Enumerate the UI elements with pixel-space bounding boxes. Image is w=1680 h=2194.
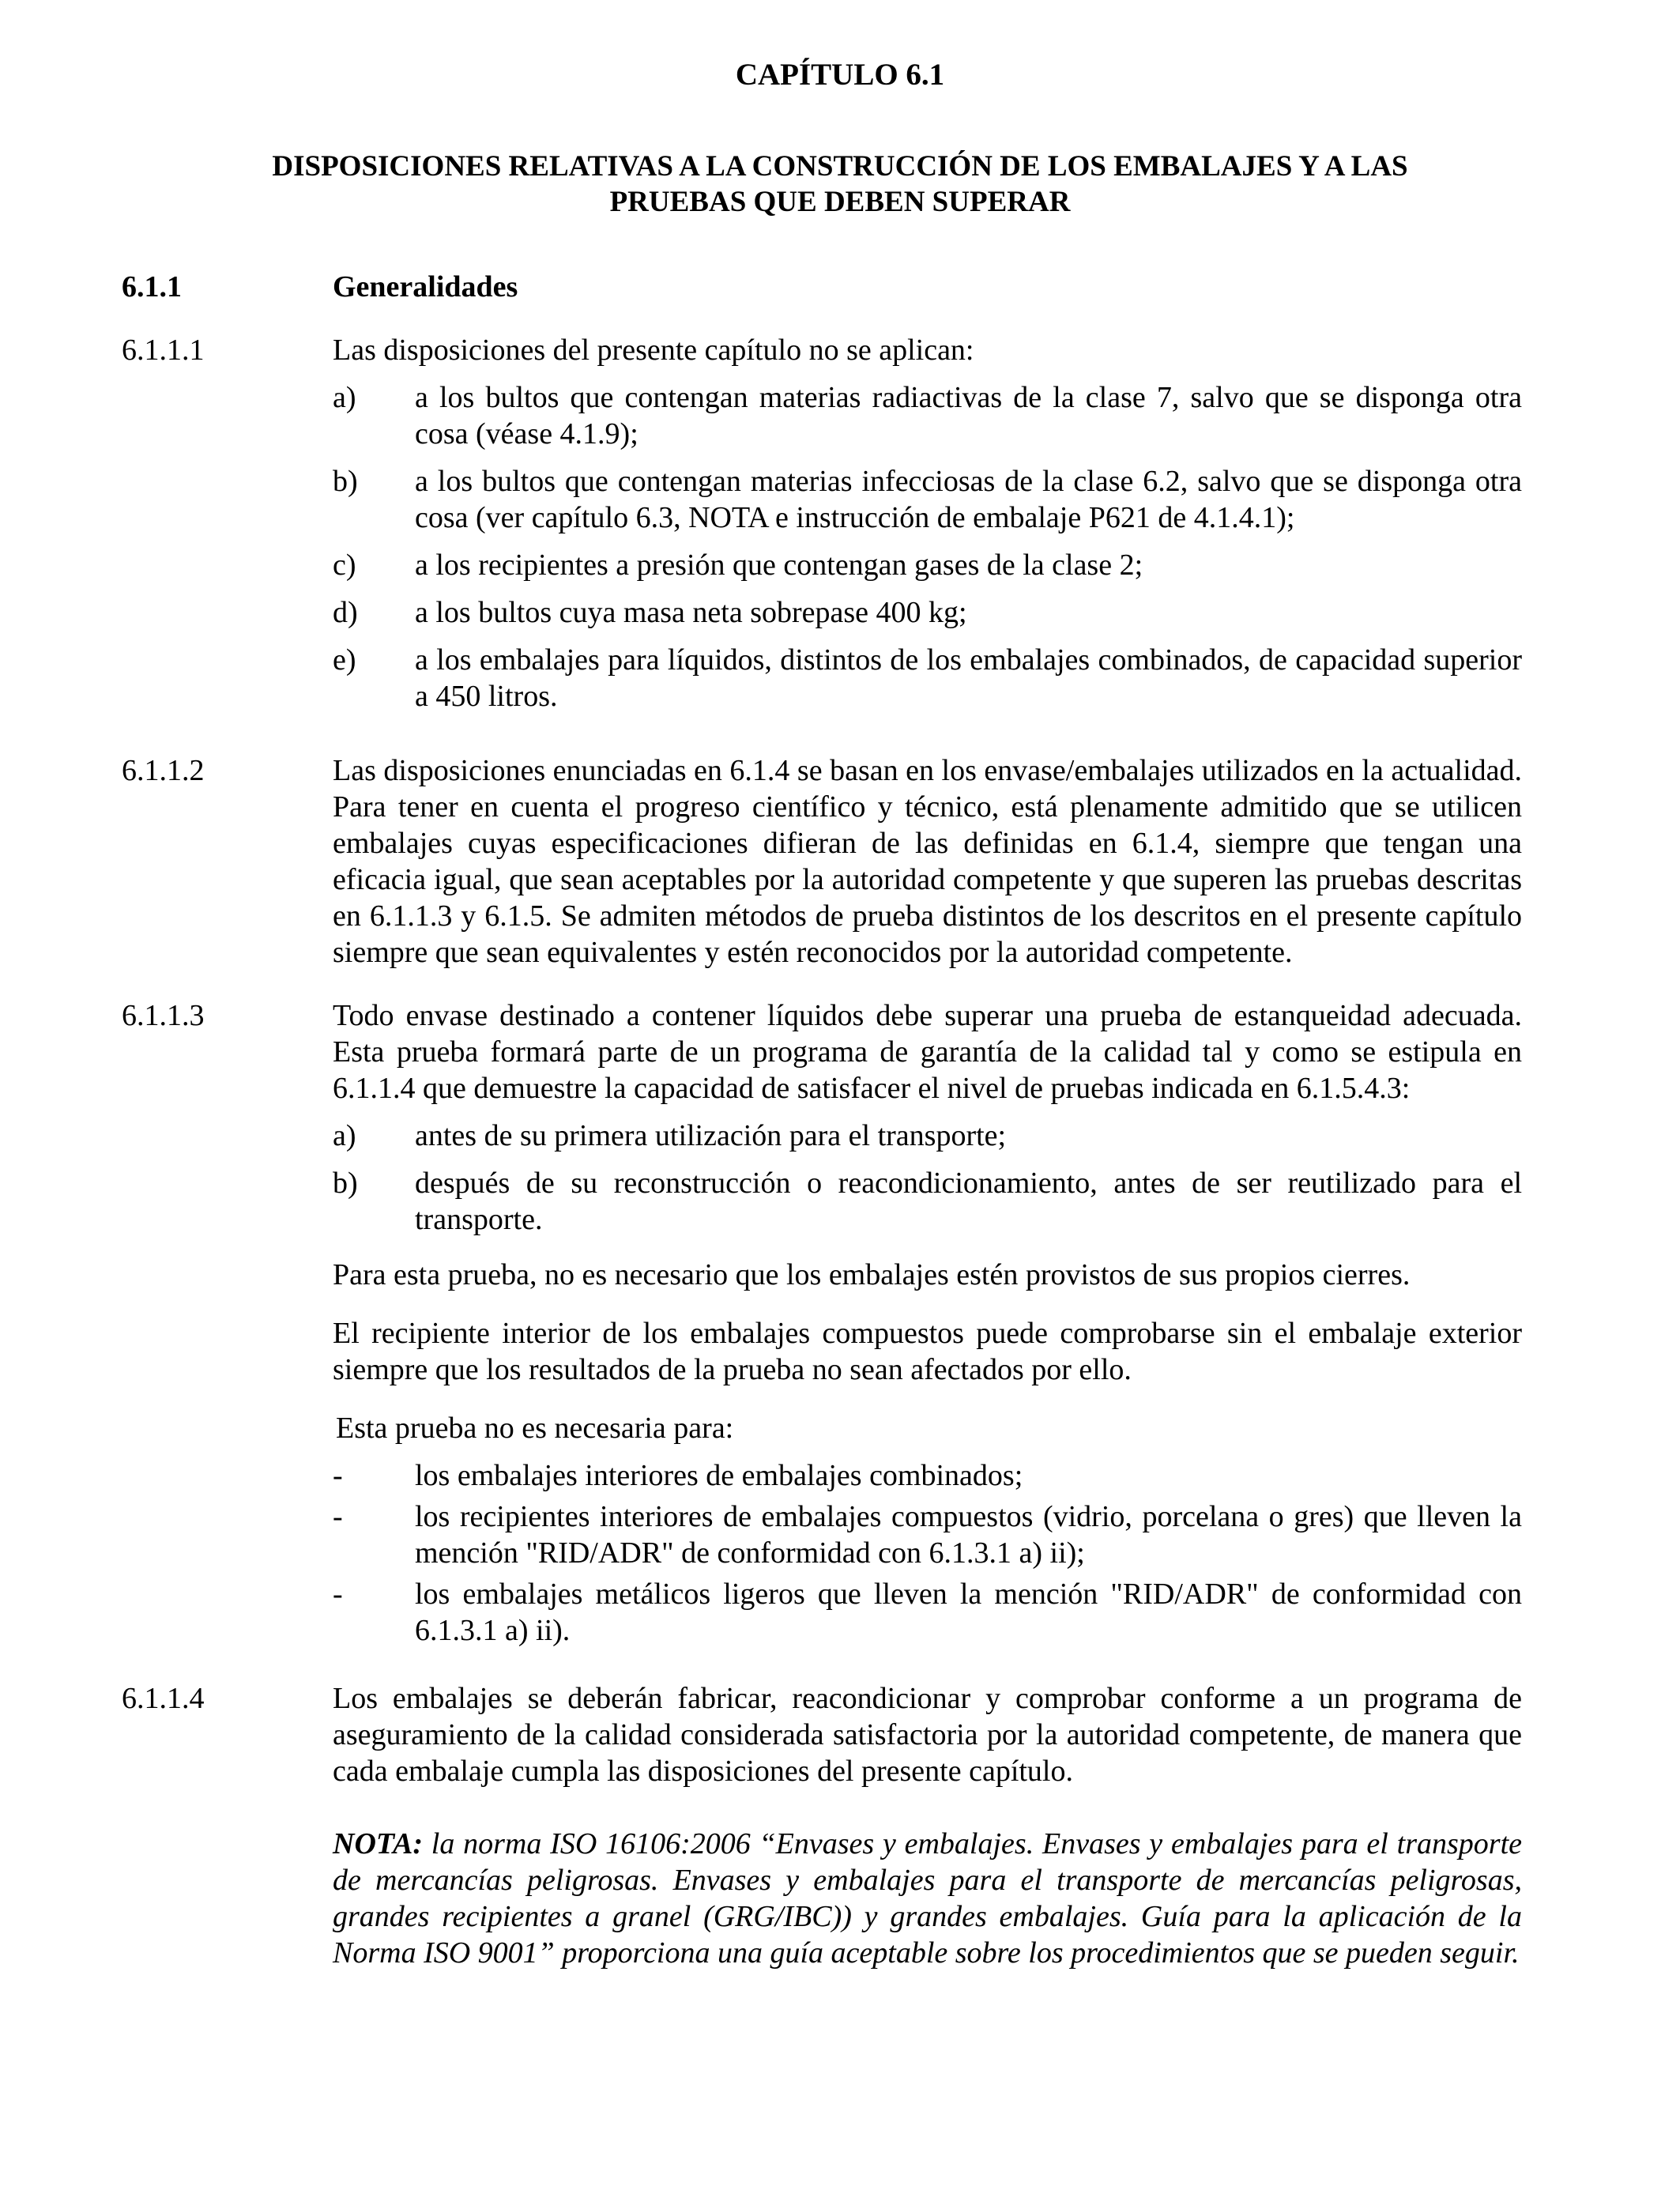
chapter-title: CAPÍTULO 6.1 — [735, 58, 945, 92]
list-item — [333, 1576, 1522, 1649]
paragraph-text: Esta prueba no es necesaria para: — [336, 1412, 734, 1445]
list-item — [333, 1165, 1522, 1238]
list-item-text: a los embalajes para líquidos, distintos de los embalajes combinados, de capacidad superior a 450 litros. — [415, 643, 1522, 713]
section-title: Generalidades — [333, 270, 518, 303]
lettered-list — [333, 379, 1522, 714]
list-marker: e) — [333, 643, 356, 677]
list-marker: - — [333, 1500, 343, 1533]
paragraph-number: 6.1.1.3 — [122, 999, 205, 1032]
note-text: la norma ISO 16106:2006 “Envases y embalajes. Envases y embalajes para el transporte de mercancías peligrosas. Envases y embalajes para el transporte de mercancías peligrosas, grandes recipientes a granel (GRG/IBC)) y grandes embalajes. Guía para la aplicación de la Norma ISO 9001” proporciona una guía aceptable sobre los procedimientos que se pueden seguir. — [333, 1827, 1522, 1970]
list-marker: - — [333, 1578, 343, 1611]
paragraph-6-1-1-3 — [122, 997, 1522, 1653]
paragraph-6-1-1-2 — [122, 752, 1522, 971]
paragraph-text: Para esta prueba, no es necesario que los embalajes estén provistos de sus propios cierres. — [333, 1258, 1411, 1291]
list-item-text: después de su reconstrucción o reacondicionamiento, antes de ser reutilizado para el transporte. — [415, 1167, 1522, 1236]
paragraph-6-1-1-1 — [122, 332, 1522, 726]
document-content — [122, 269, 1522, 1998]
list-item — [333, 547, 1522, 583]
list-item-text: a los bultos que contengan materias infecciosas de la clase 6.2, salvo que se disponga otra cosa (ver capítulo 6.3, NOTA e instrucción de embalaje P621 de 4.1.4.1); — [415, 465, 1522, 534]
list-marker: b) — [333, 465, 358, 498]
list-item — [333, 1118, 1522, 1154]
paragraph-number: 6.1.1.4 — [122, 1682, 205, 1715]
paragraph-text: Las disposiciones enunciadas en 6.1.4 se basan en los envase/embalajes utilizados en la actualidad. Para tener en cuenta el progreso científico y técnico, está plenamente admitido que se utilicen embalajes cuyas especificaciones difieran de las definidas en 6.1.4, siempre que tengan una eficacia igual, que sean aceptables por la autoridad competente y que superen las pruebas descritas en 6.1.1.3 y 6.1.5. Se admiten métodos de prueba distintos de los descritos en el presente capítulo siempre que sean equivalentes y estén reconocidos por la autoridad competente. — [333, 754, 1522, 969]
section-heading — [122, 269, 1522, 305]
list-item — [333, 1457, 1522, 1494]
list-marker: b) — [333, 1167, 358, 1200]
list-item — [333, 1498, 1522, 1571]
paragraph-text: El recipiente interior de los embalajes compuestos puede comprobarse sin el embalaje exterior siempre que los resultados de la prueba no sean afectados por ello. — [333, 1317, 1522, 1386]
list-marker: a) — [333, 1119, 356, 1152]
section-number: 6.1.1 — [122, 270, 182, 303]
paragraph-number: 6.1.1.1 — [122, 334, 205, 367]
list-item — [333, 379, 1522, 452]
list-item-text: los recipientes interiores de embalajes compuestos (vidrio, porcelana o gres) que lleven la mención "RID/ADR" de conformidad con 6.1.3.1 a) ii); — [415, 1500, 1522, 1570]
chapter-subtitle-line-1: DISPOSICIONES RELATIVAS A LA CONSTRUCCIÓN DE LOS EMBALAJES Y A LAS — [272, 150, 1408, 183]
list-item — [333, 642, 1522, 714]
paragraph-intro: Las disposiciones del presente capítulo no se aplican: — [333, 334, 974, 367]
list-marker: a) — [333, 381, 356, 414]
list-item — [333, 594, 1522, 631]
list-marker: d) — [333, 596, 358, 629]
paragraph-text: Los embalajes se deberán fabricar, reacondicionar y comprobar conforme a un programa de aseguramiento de la calidad considerada satisfactoria por la autoridad competente, de manera que cada embalaje cumpla las disposiciones del presente capítulo. — [333, 1682, 1522, 1788]
note — [333, 1826, 1522, 1971]
list-item-text: a los recipientes a presión que contengan gases de la clase 2; — [415, 548, 1143, 582]
chapter-subtitle-line-2: PRUEBAS QUE DEBEN SUPERAR — [609, 186, 1071, 218]
list-item-text: los embalajes interiores de embalajes combinados; — [415, 1459, 1023, 1492]
paragraph-number: 6.1.1.2 — [122, 754, 205, 787]
paragraph-6-1-1-4 — [122, 1680, 1522, 1971]
list-item-text: a los bultos que contengan materias radiactivas de la clase 7, salvo que se disponga otra cosa (véase 4.1.9); — [415, 381, 1522, 450]
list-item-text: los embalajes metálicos ligeros que lleven la mención "RID/ADR" de conformidad con 6.1.3.1 a) ii). — [415, 1578, 1522, 1647]
list-item-text: antes de su primera utilización para el transporte; — [415, 1119, 1007, 1152]
list-marker: c) — [333, 548, 356, 582]
list-item — [333, 463, 1522, 536]
dash-list — [333, 1457, 1522, 1649]
list-marker: - — [333, 1459, 343, 1492]
lettered-list — [333, 1118, 1522, 1238]
paragraph-intro: Todo envase destinado a contener líquidos debe superar una prueba de estanqueidad adecuada. Esta prueba formará parte de un programa de garantía de la calidad tal y como se estipula en 6.1.1.4 que demuestre la capacidad de satisfacer el nivel de pruebas indicada en 6.1.5.4.3: — [333, 999, 1522, 1105]
chapter-subtitle — [158, 149, 1522, 220]
list-item-text: a los bultos cuya masa neta sobrepase 400 kg; — [415, 596, 967, 629]
note-label: NOTA: — [333, 1827, 423, 1860]
